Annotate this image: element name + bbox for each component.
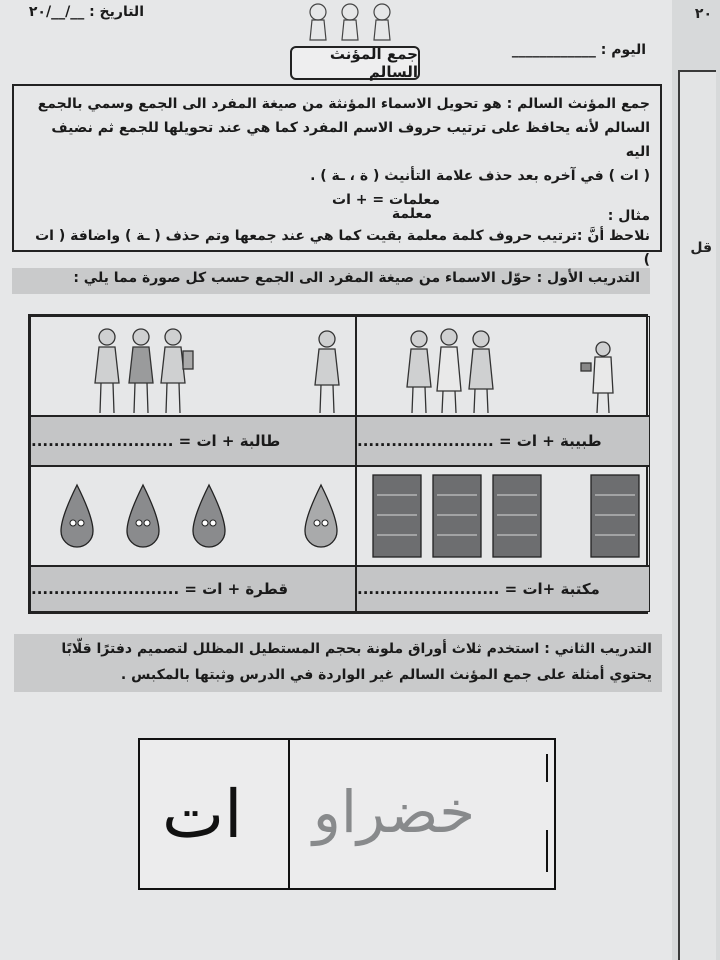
answer-label-doctors: طبيبة + ات = ........................	[357, 432, 602, 450]
exercise-2-instructions: التدريب الثاني : استخدم ثلاث أوراق ملونة بحجم المستطيل المظلل لتصميم دفترًا قلّابًا يحتوي أمثلة على جمع المؤنث السالم غير الواردة في الدرس وثبتها بالمكبس .	[14, 634, 662, 692]
adjacent-page-fragment-mid: قل	[690, 240, 712, 256]
answer-label-bookcases: مكتبة +ات = .........................	[357, 580, 600, 598]
definition-box	[12, 84, 662, 268]
definition-note: نلاحظ أنَّ :ترتيب حروف كلمة معلمة بقيت كما هي عند جمعها وتم حذف ( ـة ) واضافة ( ات )	[35, 228, 650, 268]
example-label: مثال :	[607, 208, 650, 224]
answer-bar-students[interactable]	[30, 416, 356, 466]
exercise-1-title: التدريب الأول : حوّل الاسماء من صيغة المفرد الى الجمع حسب كل صورة مما يلي :	[12, 268, 650, 294]
picture-cell-drops	[30, 466, 356, 566]
adjacent-page	[672, 0, 720, 960]
exercise-1-grid	[28, 314, 648, 614]
students-picture	[31, 317, 355, 415]
adjacent-page-frame	[678, 70, 716, 960]
answer-label-drops: قطرة + ات = ..........................	[31, 580, 289, 598]
flipbook-word: خضراو	[312, 778, 476, 846]
picture-cell-students	[30, 316, 356, 416]
adjacent-page-fragment-top: ٢٠	[694, 6, 712, 22]
flipbook-divider	[288, 740, 290, 888]
picture-cell-doctors	[356, 316, 650, 416]
flipbook-cut-mark-bottom	[546, 830, 548, 872]
definition-line-3: ( ات ) في آخره بعد حذف علامة التأنيث ( ة ، ـة ) .	[310, 168, 650, 184]
answer-bar-bookcases[interactable]	[356, 566, 650, 612]
bookcases-picture	[357, 467, 649, 565]
definition-line-2: السالم لأنه يحافظ على ترتيب حروف الاسم المفرد كما هي عند تحويلها للجمع ثم نضيف اليه	[51, 120, 650, 160]
drops-picture	[31, 467, 355, 565]
definition-line-1: جمع المؤنث السالم : هو تحويل الاسماء المؤنثة من صيغة المفرد الى الجمع وسمي بالجمع	[37, 96, 650, 112]
date-line: التاريخ : __/__/٢٠	[28, 4, 144, 20]
answer-label-students: طالبة + ات = .........................	[31, 432, 281, 450]
answer-bar-drops[interactable]	[30, 566, 356, 612]
picture-cell-bookcases	[356, 466, 650, 566]
flipbook-cut-mark-top	[546, 754, 548, 782]
formula-singular: معلمة	[391, 206, 432, 222]
lesson-title: جمع المؤنث السالم	[290, 46, 420, 80]
doctors-picture	[357, 317, 649, 415]
children-illustration	[300, 0, 400, 48]
answer-bar-doctors[interactable]	[356, 416, 650, 466]
flipbook-suffix: ات	[162, 776, 243, 853]
formula-text: معلمات = + ات	[332, 192, 440, 208]
flipbook-sample	[138, 738, 556, 890]
day-line: اليوم : ____________	[511, 42, 646, 58]
